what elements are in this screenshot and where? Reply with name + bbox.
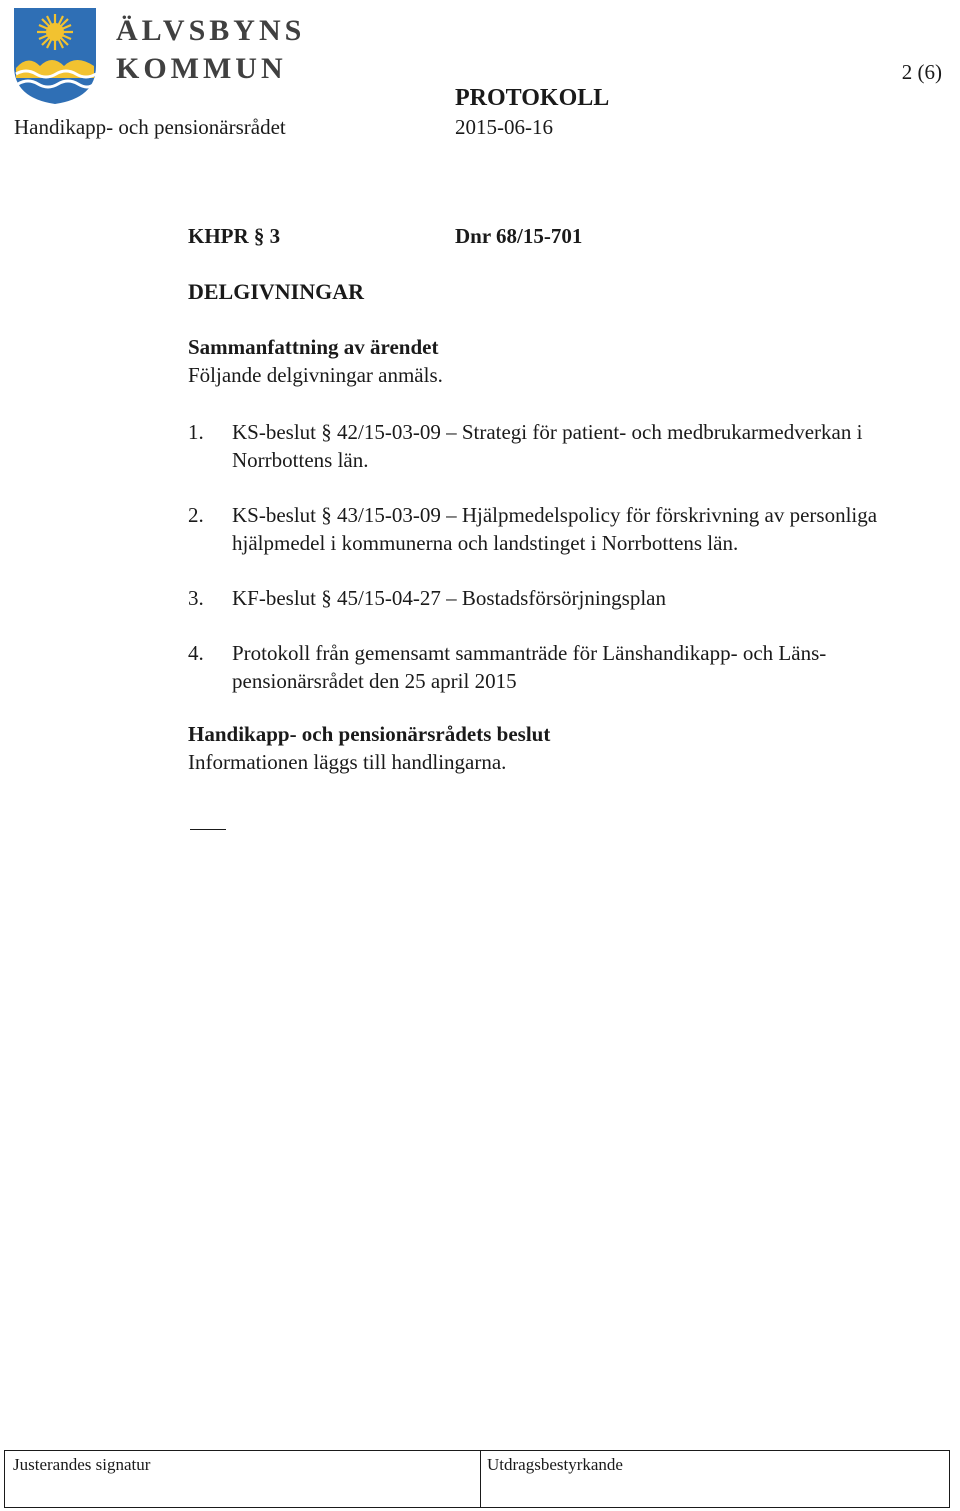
document-type: PROTOKOLL [455, 85, 610, 111]
list-item-text: KF-beslut § 45/15-04-27 – Bostadsförsörjningsplan [232, 586, 666, 610]
signature-box [4, 1450, 950, 1508]
list-item-text: KS-beslut § 43/15-03-09 – Hjälpmedelspolicy för förskrivning av personliga hjälpmedel i kommunerna och landstinget i Norrbottens län. [232, 503, 878, 555]
list-item-number: 4. [188, 641, 204, 665]
list-item [188, 501, 958, 557]
org-name-line2: KOMMUN [116, 52, 287, 85]
list-item [188, 584, 958, 612]
coat-of-arms-logo-icon [12, 6, 98, 106]
list-item [188, 418, 958, 474]
list-item-number: 2. [188, 503, 204, 527]
diary-number: Dnr 68/15-701 [455, 224, 583, 248]
decision-heading: Handikapp- och pensionärsrådets beslut [188, 722, 551, 746]
org-name-line1: ÄLVSBYNS [116, 14, 306, 47]
summary-heading: Sammanfattning av ärendet [188, 335, 439, 359]
signature-divider [480, 1451, 481, 1507]
signature-label: Justerandes signatur [13, 1455, 151, 1474]
committee-name: Handikapp- och pensionärsrådet [14, 115, 286, 139]
list-item-text: KS-beslut § 42/15-03-09 – Strategi för patient- och medbrukarmedverkan i Norrbottens län. [232, 420, 863, 472]
extract-label: Utdragsbestyrkande [487, 1455, 623, 1474]
summary-intro: Följande delgivningar anmäls. [188, 363, 443, 387]
case-id: KHPR § 3 [188, 224, 281, 248]
list-item-number: 1. [188, 420, 204, 444]
end-rule [190, 829, 226, 830]
list-item-text: Protokoll från gemensamt sammanträde för Länshandikapp- och Läns-pensionärsrådet den 25 april 2015 [232, 641, 827, 693]
case-heading: DELGIVNINGAR [188, 279, 365, 304]
list-item [188, 639, 958, 695]
list-item-number: 3. [188, 586, 204, 610]
page-number: 2 (6) [901, 60, 942, 84]
decision-text: Informationen läggs till handlingarna. [188, 750, 507, 774]
document-date: 2015-06-16 [455, 115, 553, 139]
